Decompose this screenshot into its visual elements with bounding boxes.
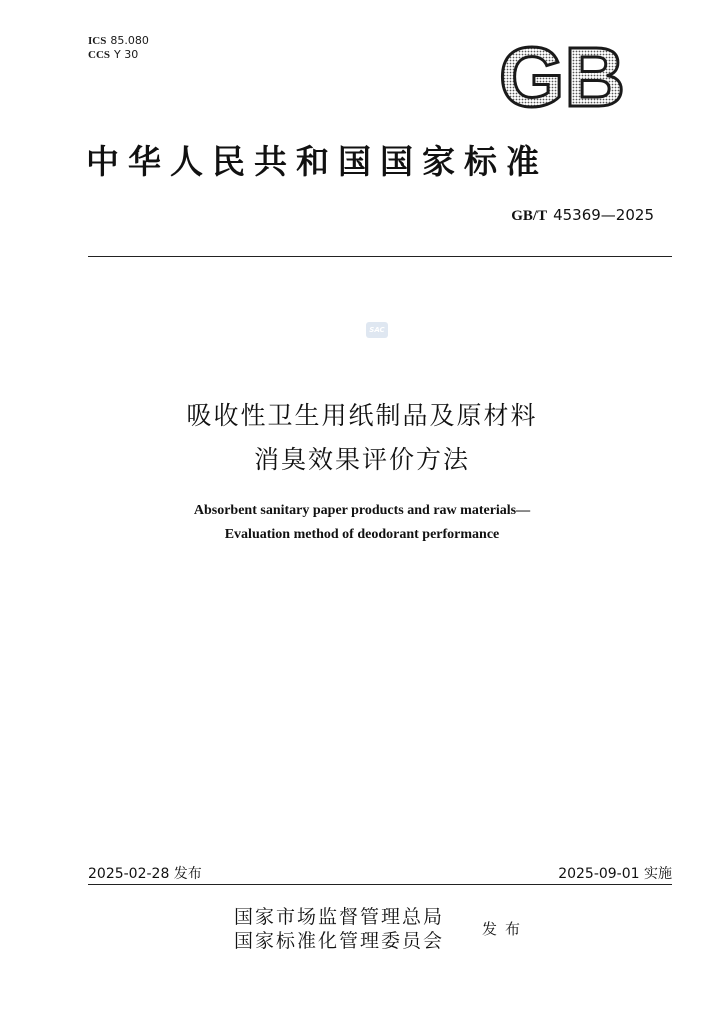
publisher-names xyxy=(234,905,444,953)
ics-value: 85.080 xyxy=(110,34,149,47)
publisher-line-2: 国家标准化管理委员会 xyxy=(234,930,445,952)
ccs-value: Y 30 xyxy=(114,48,139,61)
ccs-code xyxy=(88,48,149,62)
english-title-line-1: Absorbent sanitary paper products and raw materials— xyxy=(193,503,531,518)
header-divider xyxy=(88,256,672,257)
classification-codes xyxy=(88,34,149,62)
chinese-title-line-1: 吸收性卫生用纸制品及原材料 xyxy=(186,401,538,430)
footer-divider xyxy=(88,884,672,885)
implementation-date: 2025-09-01 实施 xyxy=(558,866,672,882)
ics-label: ICS xyxy=(88,35,107,47)
issue-date: 2025-02-28 发布 xyxy=(88,866,202,882)
national-standard-heading: 中华人民共和国国家标准 xyxy=(86,142,548,181)
chinese-title-line-2: 消臭效果评价方法 xyxy=(253,445,470,474)
publish-action: 发布 xyxy=(482,920,529,938)
standard-number xyxy=(511,206,654,225)
standard-prefix: GB/T xyxy=(511,208,548,224)
publisher-line-1: 国家市场监督管理总局 xyxy=(234,906,445,928)
gb-logo xyxy=(488,38,636,114)
standard-code: 45369—2025 xyxy=(553,206,654,224)
gb-logo-text: GB xyxy=(499,38,625,114)
english-title-line-2: Evaluation method of deodorant performance xyxy=(224,527,500,542)
ccs-label: CCS xyxy=(88,49,111,61)
ics-code xyxy=(88,34,149,48)
sac-watermark: SAC xyxy=(366,322,388,338)
